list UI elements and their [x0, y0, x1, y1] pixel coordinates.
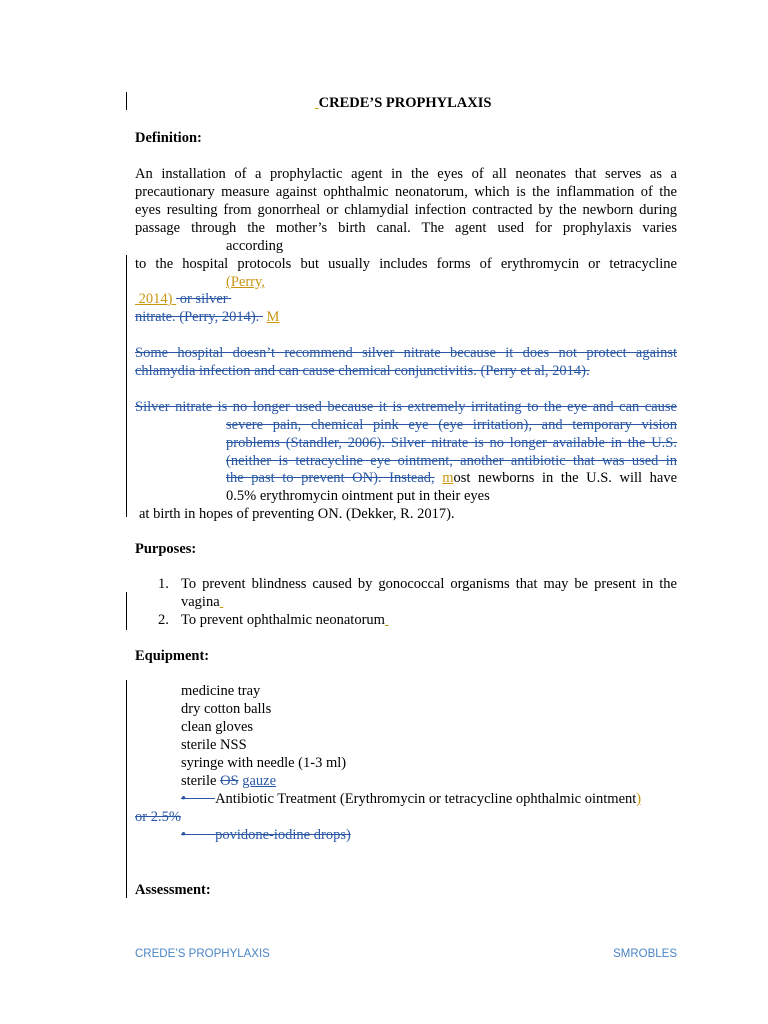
- inserted-citation: (Perry,: [226, 274, 265, 290]
- page-title: CREDE’S PROPHYLAXIS: [315, 95, 491, 112]
- definition-line: precautionary measure against ophthalmic neonatorum, which is the inflammation of the: [135, 184, 677, 200]
- tracked-line: [135, 291, 231, 308]
- equipment-item: clean gloves: [181, 719, 254, 735]
- deleted-text: or 2.5%: [135, 809, 181, 825]
- equipment-item: syringe with needle (1-3 ml): [181, 755, 347, 771]
- inserted-text: ): [636, 791, 642, 807]
- footer-left: CREDE’S PROPHYLAXIS: [135, 948, 270, 960]
- definition-line: passage through the mother’s birth canal. The agent used for prophylaxis varies: [135, 220, 677, 236]
- inserted-text: M: [266, 309, 280, 325]
- body-line: 0.5% erythromycin ointment put in their eyes: [226, 488, 490, 504]
- deleted-text: the past to prevent ON). Instead,: [226, 470, 435, 486]
- equipment-heading: Equipment:: [135, 648, 210, 664]
- inserted-text: m: [442, 470, 454, 486]
- list-item: To prevent ophthalmic neonatorum: [181, 612, 389, 629]
- equipment-item: sterile OS gauze: [181, 773, 277, 789]
- list-item-continuation: vagina: [181, 594, 223, 611]
- footer-right: SMROBLES: [613, 948, 677, 960]
- body-line: at birth in hopes of preventing ON. (Dekker, R. 2017).: [139, 506, 455, 522]
- definition-line: to the hospital protocols but usually includes forms of erythromycin or tetracycline: [135, 256, 677, 272]
- list-number: 1.: [158, 576, 169, 592]
- change-bar: [126, 255, 127, 517]
- deleted-paragraph-line: Some hospital doesn’t recommend silver nitrate because it does not protect against: [135, 345, 677, 361]
- deleted-paragraph-line: problems (Standler, 2006). Silver nitrate is no longer available in the U.S.: [226, 435, 677, 451]
- definition-line: eyes resulting from gonorrheal or chlamydial infection contracted by the newborn during: [135, 202, 677, 218]
- equipment-item: • Antibiotic Treatment (Erythromycin or tetracycline ophthalmic ointment): [181, 791, 642, 807]
- deleted-text: nitrate. (Perry, 2014).: [135, 309, 260, 325]
- tracked-line: [226, 470, 677, 487]
- equipment-item: medicine tray: [181, 683, 261, 699]
- deleted-bullet: •: [181, 827, 216, 843]
- equipment-item: [181, 827, 351, 844]
- definition-line: An installation of a prophylactic agent in the eyes of all neonates that serves as a: [135, 166, 677, 182]
- tracked-line: [135, 309, 279, 326]
- inserted-text: gauze: [242, 773, 277, 789]
- definition-according: according: [226, 238, 284, 254]
- deleted-text: OS: [220, 773, 239, 789]
- purposes-heading: Purposes:: [135, 541, 197, 557]
- deleted-text: povidone-iodine drops): [215, 827, 351, 843]
- list-item: To prevent blindness caused by gonococcal organisms that may be present in the: [181, 576, 677, 592]
- deleted-paragraph-line: Silver nitrate is no longer used because it is extremely irritating to the eye and can cause: [135, 399, 677, 415]
- insertion-mark: [385, 612, 389, 628]
- deleted-paragraph-line: chlamydia infection and can cause chemical conjunctivitis. (Perry et al, 2014).: [135, 363, 590, 379]
- assessment-heading: Assessment:: [135, 882, 211, 898]
- change-bar: [126, 680, 127, 898]
- deleted-bullet: •: [181, 791, 216, 807]
- inserted-year: 2014): [138, 291, 173, 307]
- equipment-item: sterile NSS: [181, 737, 247, 753]
- change-bar: [126, 92, 127, 110]
- deleted-paragraph-line: severe pain, chemical pink eye (eye irritation), and temporary vision: [226, 417, 677, 433]
- change-bar: [126, 592, 127, 630]
- deleted-paragraph-line: (neither is tetracycline eye ointment, another antibiotic that was used in: [226, 453, 677, 469]
- equipment-item: dry cotton balls: [181, 701, 272, 717]
- list-number: 2.: [158, 612, 169, 628]
- definition-heading: Definition:: [135, 130, 202, 146]
- body-text: ost newborns in the U.S. will have: [453, 470, 678, 486]
- deleted-text: or silver: [179, 291, 228, 307]
- insertion-mark: [220, 594, 224, 610]
